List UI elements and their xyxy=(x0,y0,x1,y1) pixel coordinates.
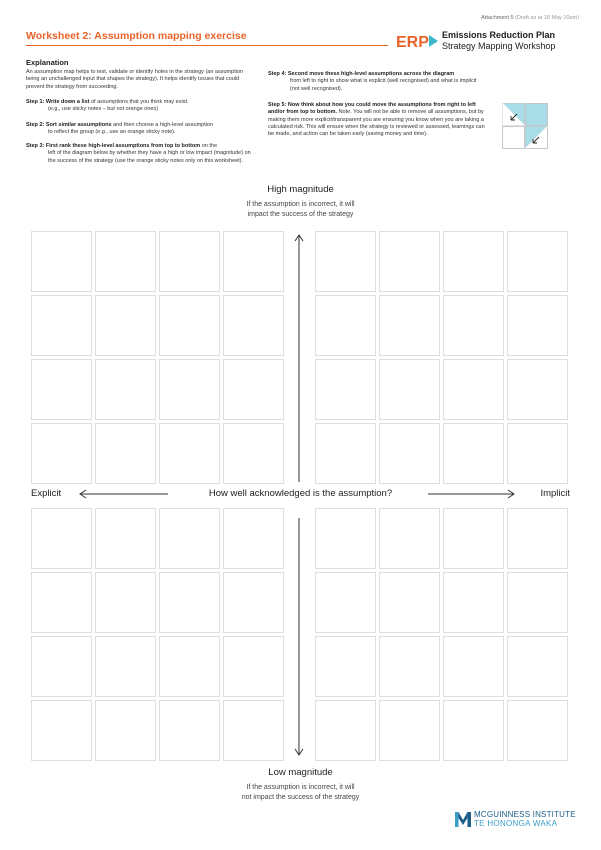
sticky-note-cell xyxy=(159,572,220,633)
sticky-note-cell xyxy=(95,359,156,420)
sticky-note-cell xyxy=(159,359,220,420)
sticky-note-cell xyxy=(223,359,284,420)
sticky-note-cell xyxy=(507,700,568,761)
sticky-note-cell xyxy=(379,572,440,633)
step-2-text: and then choose a high-level assumption xyxy=(111,122,214,128)
attachment-label xyxy=(481,15,579,21)
sticky-note-cell xyxy=(507,508,568,569)
sticky-note-cell xyxy=(159,295,220,356)
logo-subtitle: Strategy Mapping Workshop xyxy=(442,41,556,51)
high-magnitude-subtitle xyxy=(0,200,601,220)
sticky-note-cell xyxy=(31,295,92,356)
sticky-note-cell xyxy=(223,508,284,569)
sticky-note-cell xyxy=(31,359,92,420)
quadrant-bottom-left xyxy=(31,508,284,761)
sticky-note-cell xyxy=(443,423,504,484)
sticky-note-cell xyxy=(223,636,284,697)
sticky-note-cell xyxy=(379,636,440,697)
sticky-note-cell xyxy=(315,231,376,292)
sticky-note-cell xyxy=(95,572,156,633)
sticky-note-cell xyxy=(159,423,220,484)
implicit-label: Implicit xyxy=(540,488,570,499)
sticky-note-cell xyxy=(315,636,376,697)
sticky-note-cell xyxy=(31,636,92,697)
sticky-note-cell xyxy=(379,295,440,356)
vertical-axis-up-arrow xyxy=(295,235,303,482)
sticky-note-cell xyxy=(379,423,440,484)
sticky-note-cell xyxy=(31,231,92,292)
step-2-cont: to reflect the group (e.g., use an orange sticky note). xyxy=(48,129,176,136)
sticky-note-cell xyxy=(159,636,220,697)
logo-text xyxy=(442,30,555,52)
sticky-note-cell xyxy=(443,636,504,697)
step-1-label: Step 1: Write down a list xyxy=(26,99,90,105)
step-5 xyxy=(268,102,486,138)
sticky-note-cell xyxy=(315,359,376,420)
low-magnitude-sub-1: If the assumption is incorrect, it will xyxy=(246,784,355,791)
sticky-note-cell xyxy=(443,700,504,761)
sticky-note-cell xyxy=(315,700,376,761)
sticky-note-cell xyxy=(223,231,284,292)
sticky-note-cell xyxy=(507,231,568,292)
quadrant-top-right xyxy=(315,231,568,484)
sticky-note-cell xyxy=(379,700,440,761)
sticky-note-cell xyxy=(315,295,376,356)
explicit-label: Explicit xyxy=(31,488,62,499)
step-4 xyxy=(268,71,486,93)
sticky-note-cell xyxy=(507,636,568,697)
sticky-note-cell xyxy=(95,508,156,569)
sticky-note-cell xyxy=(95,636,156,697)
sticky-note-cell xyxy=(159,508,220,569)
sticky-note-cell xyxy=(31,508,92,569)
erp-logo-mark: ERP xyxy=(396,34,429,50)
explanation-intro: An assumption map helps to test, validate or identify holes in the strategy (an assumption being an unchallenged input that shapes the strategy). It helps identify issues that could prevent the strategy from succeeding. xyxy=(26,69,244,90)
sticky-note-cell xyxy=(159,231,220,292)
sticky-note-cell xyxy=(223,295,284,356)
mcguinness-logo-icon xyxy=(455,811,471,828)
step-2-label: Step 2: Sort similar assumptions xyxy=(26,122,112,128)
sticky-note-cell xyxy=(31,423,92,484)
step-1 xyxy=(26,99,258,114)
sticky-note-cell xyxy=(379,231,440,292)
step-1-text: of assumptions that you think may exist. xyxy=(89,99,189,105)
step-2 xyxy=(26,122,258,137)
step-3-text: on the xyxy=(200,143,218,149)
high-magnitude-title: High magnitude xyxy=(267,184,334,195)
sticky-note-cell xyxy=(95,295,156,356)
step-4-cont: from left to right to show what is explicit (well recognised) and what is implicit (not well recognised). xyxy=(290,78,477,92)
low-magnitude-title: Low magnitude xyxy=(268,767,333,778)
step-3-cont: left of the diagram below by whether they have a high or low impact (magnitude) on the success of the strategy (use the orange sticky notes only on this worksheet). xyxy=(48,150,251,164)
step-1-cont: (e.g., use sticky notes – but not orange ones) xyxy=(48,106,159,113)
sticky-note-cell xyxy=(443,231,504,292)
sticky-note-cell xyxy=(443,572,504,633)
title-divider xyxy=(26,45,388,46)
sticky-note-cell xyxy=(159,700,220,761)
explanation-heading: Explanation xyxy=(26,58,69,67)
step-5-cont: Note. You will not be able to remove all assumptions, but by making them more explicit/transparent you are ensuring you know when you are taking a calculated risk. This will ensure when the strategy is reviewed or assessed, learnings can be made, and action can be taken early (saving money and time). xyxy=(268,109,485,138)
vertical-axis-down-arrow xyxy=(295,518,303,755)
org-name: MCGUINNESS INSTITUTE xyxy=(474,810,576,819)
sticky-note-cell xyxy=(31,700,92,761)
step-3-label: Step 3: First rank these high-level assumptions from top to bottom xyxy=(26,143,201,149)
high-magnitude-sub-2: impact the success of the strategy xyxy=(247,211,354,218)
org-maori-name: TE HONONGA WAKA xyxy=(474,819,558,828)
sticky-note-cell xyxy=(443,508,504,569)
sticky-note-cell xyxy=(443,295,504,356)
sticky-note-cell xyxy=(31,572,92,633)
sticky-note-cell xyxy=(443,359,504,420)
sticky-note-cell xyxy=(379,359,440,420)
low-magnitude-sub-2: not impact the success of the strategy xyxy=(241,794,360,801)
sticky-note-cell xyxy=(95,700,156,761)
high-magnitude-sub-1: If the assumption is incorrect, it will xyxy=(246,201,355,208)
sticky-note-cell xyxy=(223,572,284,633)
erp-logo-icon xyxy=(396,32,438,50)
sticky-note-cell xyxy=(507,295,568,356)
quadrant-top-left xyxy=(31,231,284,484)
step-3 xyxy=(26,143,258,165)
sticky-note-cell xyxy=(95,423,156,484)
logo-title: Emissions Reduction Plan xyxy=(442,30,556,40)
sticky-note-cell xyxy=(315,508,376,569)
attachment-number: Attachment 5 xyxy=(481,15,514,21)
mini-diagram-icon xyxy=(502,103,548,149)
mcguinness-logo-text xyxy=(474,810,576,828)
sticky-note-cell xyxy=(507,572,568,633)
sticky-note-cell xyxy=(379,508,440,569)
low-magnitude-subtitle xyxy=(0,783,601,803)
sticky-note-cell xyxy=(507,359,568,420)
sticky-note-cell xyxy=(223,423,284,484)
sticky-note-cell xyxy=(223,700,284,761)
step-4-label: Step 4: Second move these high-level assumptions across the diagram xyxy=(268,71,455,77)
worksheet-title: Worksheet 2: Assumption mapping exercise xyxy=(26,30,247,42)
quadrant-bottom-right xyxy=(315,508,568,761)
sticky-note-cell xyxy=(315,423,376,484)
sticky-note-cell xyxy=(315,572,376,633)
draft-note: (Draft as at 18 May 10am) xyxy=(515,15,579,21)
axis-question: How well acknowledged is the assumption? xyxy=(208,488,393,499)
sticky-note-cell xyxy=(507,423,568,484)
sticky-note-cell xyxy=(95,231,156,292)
step-5-label: Step 5: Now think about how you could move the assumptions from right to left and/or from top to bottom. xyxy=(268,102,476,116)
